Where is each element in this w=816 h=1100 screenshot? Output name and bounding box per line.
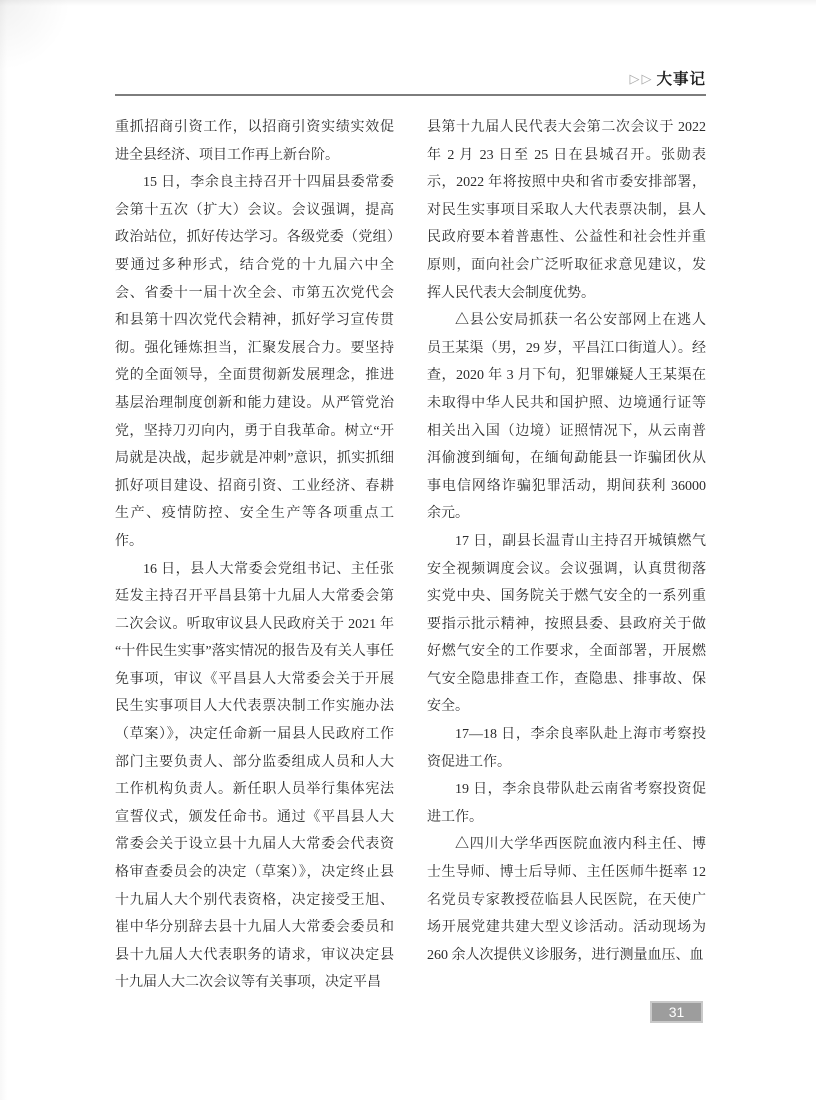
right-column — [427, 114, 706, 997]
header-title: 大事记 — [656, 71, 706, 88]
paragraph: △县公安局抓获一名公安部网上在逃人员王某渠（男，29 岁，平昌江口街道人）。经查，2020 年 3 月下旬，犯罪嫌疑人王某渠在未取得中华人民共和国护照、边境通行证等相关出入国（边境）证照情况下，从云南普洱偷渡到缅甸，在缅甸勐能县一诈骗团伙从事电信网络诈骗犯罪活动，期间获利 36000 余元。 — [427, 313, 706, 522]
double-triangle-icon: ▷▷ — [629, 71, 654, 86]
paragraph: 县第十九届人民代表大会第二次会议于 2022 年 2 月 23 日至 25 日在县城召开。张勋表示，2022 年将按照中央和省市委安排部署，对民生实事项目采取人大代表票决制，县人民政府要本着普惠性、公益性和社会性并重原则，面向社会广泛听取征求意见建议，发挥人民代表大会制度优势。 — [427, 120, 706, 301]
page-number-badge: 31 — [650, 1001, 703, 1023]
paragraph: 16 日，县人大常委会党组书记、主任张廷发主持召开平昌县第十九届人大常委会第二次会议。听取审议县人民政府关于 2021 年“十件民生实事”落实情况的报告及有关人事任免事项，审议《平昌县人大常委会关于开展民生实事项目人大代表票决制工作实施办法（草案）》，决定任命新一届县人民政府工作部门主要负责人、部分监委组成人员和人大工作机构负责人。新任职人员举行集体宪法宣誓仪式，颁发任命书。通过《平昌县人大常委会关于设立县十九届人大常委会代表资格审查委员会的决定（草案）》，决定终止县十九届人大个别代表资格，决定接受王旭、崔中华分别辞去县十九届人大常委会委员和县十九届人大代表职务的请求，审议决定县十九届人大二次会议等有关事项，决定平昌 — [115, 561, 394, 991]
paragraph: △四川大学华西医院血液内科主任、博士生导师、博士后导师、主任医师牛挺率 12 名党员专家教授莅临县人民医院，在天使广场开展党建共建大型义诊活动。活动现场为 260 余人次提供义诊服务，进行测量血压、血 — [427, 837, 706, 963]
page-header — [115, 70, 706, 96]
paragraph: 19 日，李余良带队赴云南省考察投资促进工作。 — [427, 782, 706, 825]
paragraph: 重抓招商引资工作，以招商引资实绩实效促进全县经济、项目工作再上新台阶。 — [115, 120, 394, 163]
left-column — [115, 114, 394, 997]
paragraph: 15 日，李余良主持召开十四届县委常委会第十五次（扩大）会议。会议强调，提高政治站位，抓好传达学习。各级党委（党组）要通过多种形式，结合党的十九届六中全会、省委十一届十次全会、市第五次党代会和县第十四次党代会精神，抓好学习宣传贯彻。强化锤炼担当，汇聚发展合力。要坚持党的全面领导，全面贯彻新发展理念，推进基层治理制度创新和能力建设。从严管党治党，坚持刀刃向内，勇于自我革命。树立“开局就是决战，起步就是冲刺”意识，抓实抓细抓好项目建设、招商引资、工业经济、春耕生产、疫情防控、安全生产等各项重点工作。 — [115, 175, 394, 549]
paragraph: 17 日，副县长温青山主持召开城镇燃气安全视频调度会议。会议强调，认真贯彻落实党中央、国务院关于燃气安全的一系列重要指示批示精神，按照县委、县政府关于做好燃气安全的工作要求，全面部署，开展燃气安全隐患排查工作，查隐患、排事故、保安全。 — [427, 533, 706, 715]
paragraph: 17—18 日，李余良率队赴上海市考察投资促进工作。 — [427, 727, 706, 770]
text-columns — [115, 114, 706, 997]
